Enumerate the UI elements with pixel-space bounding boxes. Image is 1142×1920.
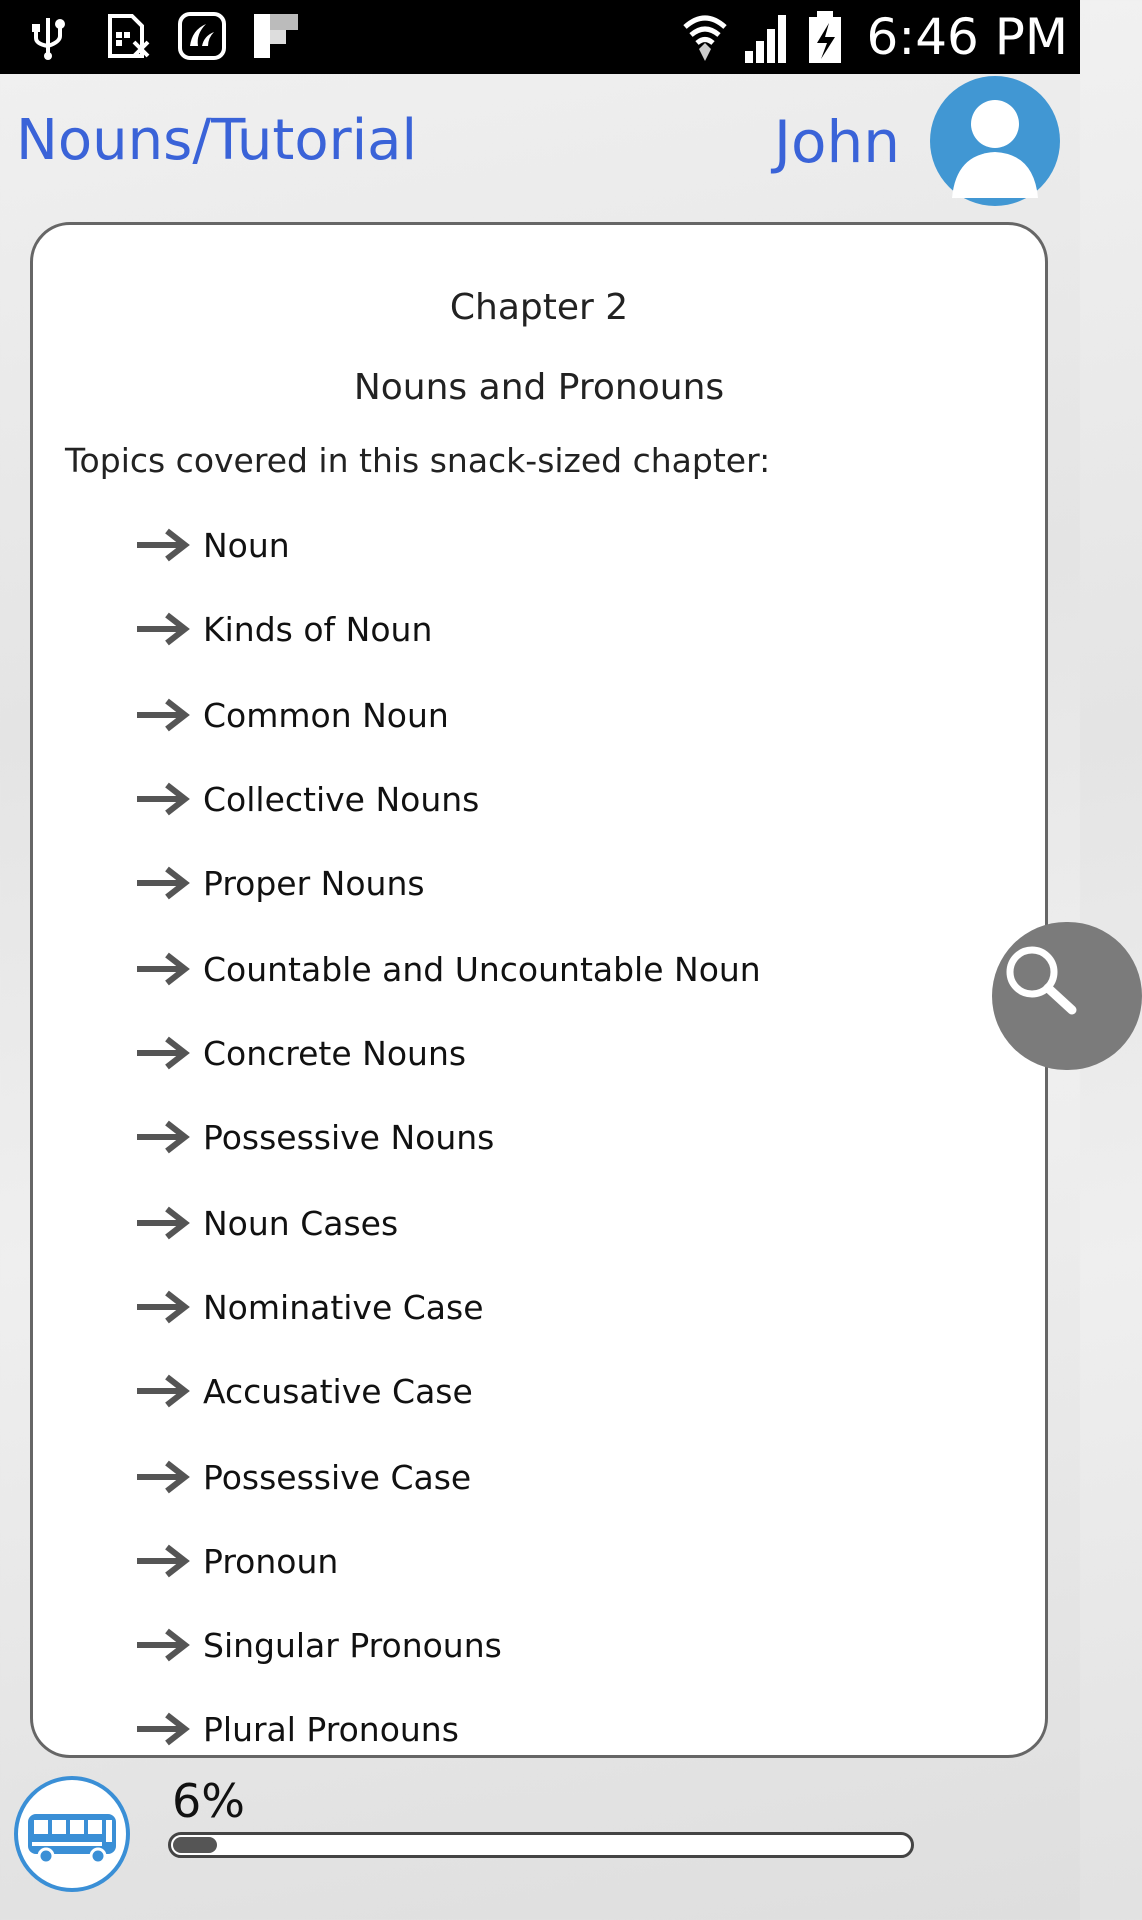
arrow-right-icon: [133, 609, 193, 649]
topic-item[interactable]: [133, 1023, 466, 1083]
battery-charging-icon: [805, 9, 853, 65]
topic-item[interactable]: [133, 1447, 471, 1507]
topic-label: Collective Nouns: [203, 779, 480, 819]
search-icon: [1000, 940, 1080, 1020]
arrow-right-icon: [133, 1287, 193, 1327]
status-bar: [0, 0, 1080, 74]
saavn-icon: [176, 10, 228, 62]
progress-fill: [173, 1837, 217, 1853]
topic-item[interactable]: [133, 1699, 459, 1759]
chapter-number: Chapter 2: [449, 287, 629, 328]
notification-icons: [28, 10, 302, 62]
arrow-right-icon: [133, 1203, 193, 1243]
wifi-icon: [681, 9, 729, 65]
topic-label: Kinds of Noun: [203, 609, 433, 649]
chapter-title: Nouns and Pronouns: [353, 367, 725, 408]
arrow-right-icon: [133, 1117, 193, 1157]
topic-item[interactable]: [133, 599, 432, 659]
bus-icon[interactable]: [14, 1776, 130, 1892]
topic-item[interactable]: [133, 1193, 398, 1253]
sim-off-icon: [102, 10, 154, 62]
topic-item[interactable]: [133, 1361, 473, 1421]
system-status: [681, 6, 1068, 68]
chapter-intro: Topics covered in this snack-sized chapter:: [65, 441, 771, 480]
topic-list[interactable]: [33, 515, 1045, 1749]
topic-item[interactable]: [133, 853, 425, 913]
arrow-right-icon: [133, 949, 193, 989]
topic-label: Concrete Nouns: [203, 1033, 467, 1073]
topic-item[interactable]: [133, 1615, 502, 1675]
arrow-right-icon: [133, 1371, 193, 1411]
breadcrumb-title[interactable]: Nouns/Tutorial: [16, 108, 418, 173]
chapter-card[interactable]: [30, 222, 1048, 1758]
arrow-right-icon: [133, 525, 193, 565]
user-avatar-icon[interactable]: [930, 76, 1060, 206]
topic-label: Nominative Case: [203, 1287, 484, 1327]
progress-bar: [168, 1832, 914, 1858]
arrow-right-icon: [133, 695, 193, 735]
search-button[interactable]: [992, 922, 1142, 1070]
topic-item[interactable]: [133, 685, 449, 745]
topic-label: Noun: [203, 525, 290, 565]
topic-label: Proper Nouns: [203, 863, 425, 903]
arrow-right-icon: [133, 863, 193, 903]
arrow-right-icon: [133, 1033, 193, 1073]
arrow-right-icon: [133, 1541, 193, 1581]
topic-label: Noun Cases: [203, 1203, 399, 1243]
topic-label: Possessive Nouns: [203, 1117, 495, 1157]
usb-icon: [28, 10, 80, 62]
topic-label: Countable and Uncountable Noun: [203, 949, 761, 989]
topic-label: Pronoun: [203, 1541, 339, 1581]
topic-item[interactable]: [133, 939, 761, 999]
topic-label: Common Noun: [203, 695, 449, 735]
status-clock: 6:46 PM: [866, 8, 1068, 66]
username-label[interactable]: John: [773, 108, 900, 176]
progress-percent: 6%: [172, 1774, 245, 1828]
flipboard-icon: [250, 10, 302, 62]
topic-item[interactable]: [133, 1531, 338, 1591]
arrow-right-icon: [133, 779, 193, 819]
topic-item[interactable]: [133, 1277, 484, 1337]
topic-label: Singular Pronouns: [203, 1625, 502, 1665]
arrow-right-icon: [133, 1709, 193, 1749]
topic-item[interactable]: [133, 1107, 494, 1167]
topic-label: Accusative Case: [203, 1371, 473, 1411]
topic-label: Possessive Case: [203, 1457, 472, 1497]
signal-icon: [743, 9, 791, 65]
topic-item[interactable]: [133, 769, 479, 829]
arrow-right-icon: [133, 1625, 193, 1665]
topic-label: Plural Pronouns: [203, 1709, 459, 1749]
topic-item[interactable]: [133, 515, 290, 575]
arrow-right-icon: [133, 1457, 193, 1497]
